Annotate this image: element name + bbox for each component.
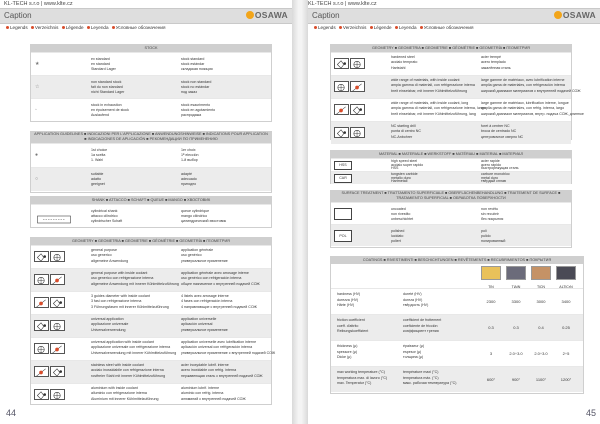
legend-bullet-icon — [62, 26, 65, 29]
coating-swatch-row — [331, 264, 583, 288]
coating-property-row: hardness (HV) durezza (HV) Härte (HV) dureté (HV) dureza (HV) твёрдость (HV) 2300 3300 3000 3400 — [331, 288, 583, 314]
legend-bullet-icon — [314, 26, 317, 29]
drill-geometry-icon — [334, 104, 349, 115]
drill-geometry-icon — [334, 58, 349, 69]
coating-name: TiCN — [536, 285, 546, 289]
osawa-logo: OSAWA — [554, 10, 596, 20]
coating-swatch — [481, 266, 501, 280]
geometry-row: stainless steel with inside coolant acciaio inossidabile con refrigerazione interna rostfreier Stahl mit innerer Kühlmittelzuführung acier inoxydable lubrif. interne acero inoxidable con refrig. interna нержавеющая сталь с внутренней подачей СОЖ — [31, 360, 271, 383]
geometry-header: GEOMETRY ■ GEOMETRIA ■ GEOMETRIE ■ GÉOMÉTRIE ■ GEOMETRÍA ■ ГЕОМЕТРИЯ — [331, 45, 571, 52]
legend-bullet-icon — [6, 26, 9, 29]
carbide-icon: CAR — [334, 174, 352, 183]
stock-standard-icon: ★ — [35, 61, 40, 67]
geometry-row: universal application with inside coolant applicazione universale con refrigerazione interna Universalverwendung mit innerer Kühlmittelzuführung application universelle avec lubrification interne aplicación universal con refrigeración interna универсальное применение с внутренней подачей СОЖ — [31, 337, 271, 360]
caption-title: Caption — [4, 11, 32, 20]
coolant-icon — [350, 81, 365, 92]
coating-swatch — [506, 266, 526, 280]
legend-bullet-icon — [339, 26, 342, 29]
legend-bullet-icon — [31, 26, 34, 29]
material-section — [330, 150, 572, 184]
geometry-rows — [31, 245, 276, 406]
surface-treatment-section — [330, 190, 572, 248]
suitable-icon: ○ — [35, 176, 39, 182]
geometry-row: hardened steel acciaio temprato Hartstahl acier trempé acero templado закалённая сталь — [331, 52, 571, 75]
coolant-icon — [350, 58, 365, 69]
material-row: HSS high speed steel acciaio super rapido HSS acier rapide acero rápido быстрорежущая сталь — [331, 158, 571, 171]
coating-column — [531, 266, 551, 289]
page-number: 44 — [6, 408, 17, 418]
coating-name: TiAlN — [511, 285, 521, 289]
coolant-icon — [50, 251, 65, 262]
coating-value: 1100° — [535, 377, 547, 382]
coating-value: 2300 — [486, 299, 496, 304]
logo-mark-icon — [246, 11, 254, 19]
coating-value: 2.0÷3.0 — [509, 351, 523, 356]
page-number: 45 — [585, 408, 596, 418]
geometry-row: wide range of materials, with inside coolant, long ampia gamma di materiali, con refrigerazione interna, lungo breit einsetzbar, mit innerer Kühlmittelzuführung, lang large gamme de matériaux, lubrification interne, longue amplia gama de materiales, con refrig. interna, largo широкий диапазон материалов, внутр. подача СОЖ, длинное — [331, 98, 571, 121]
geometry-rows — [331, 52, 584, 144]
drill-geometry-icon — [34, 389, 49, 400]
coating-value: 1200° — [560, 377, 572, 382]
shank-row: cylindrical shank attacco cilindrico cylindrischer Schaft queue cylindrique mango cilíndrico цилиндрический хвостовик — [31, 204, 271, 227]
coating-value: 0.4 — [538, 325, 544, 330]
shank-header: SHANK ■ ATTACCO ■ SCHAFT ■ QUEUE ■ MANGO ■ ХВОСТОВИК — [31, 197, 271, 204]
material-header: MATERIAL ■ MATERIALE ■ WERKSTOFF ■ MATÉRIAU ■ MATERIAL ■ МАТЕРИАЛ — [331, 151, 571, 158]
coating-property-row: friction coefficient coeff. d'attrito Reibungskoeffizient coefficient de frottement coeficiente de fricción коэффициент трения 0.3 0.3 0.4 0.25 — [331, 314, 583, 340]
caption-title: Caption — [312, 11, 340, 20]
coating-column — [556, 266, 576, 289]
coating-property-row: thickness (µ) spessore (µ) Dicke (µ) épaisseur (µ) espesor (µ) толщина (µ) 3 2.0÷3.0 2.0÷3.0 2÷5 — [331, 340, 583, 366]
coolant-icon — [50, 366, 65, 377]
first-choice-icon: ● — [35, 152, 39, 158]
legend-bullet-icon — [112, 26, 115, 29]
hss-icon: HSS — [334, 161, 352, 170]
surface-row: uncoated non rivestito unbeschichtet non revêtu sin recubrir без покрытия — [331, 202, 571, 224]
coating-value: 2.0÷3.0 — [534, 351, 548, 356]
coolant-icon — [50, 274, 65, 285]
geometry-row: wide range of materials, with inside coolant ampia gamma di materiali, con refrigerazione interna breit einsetzbar, mit innerer Kühlmittelzuführung large gamme de matériaux, avec lubrification interne amplia gama de materiales, con refrigeración interna широкий диапазон материалов с внутренней подачей СОЖ — [331, 75, 571, 98]
coating-value: 3000 — [536, 299, 546, 304]
application-section — [30, 131, 272, 193]
material-row: CAR tungsten carbide metallo duro Hartmetall carbure monobloc metal duro твёрдый сплав — [331, 171, 571, 184]
surface-row: POL polished lucidato poliert poli pulido полированный — [331, 224, 571, 246]
coolant-icon — [50, 297, 65, 308]
surface-treatment-header: SURFACE TREATMENT ■ TRATTAMENTO SUPERFICIALE ■ OBERFLÄCHENBEHANDLUNG ■ TRAITEMENT DE SURFACE ■ TRATAMIENTO SUPERFICIAL ■ ОБРАБОТКА ПОВЕРХНОСТИ — [331, 191, 571, 202]
stock-row: ★ ex standard en standard Standard Lager stock standard stock estándar складская позиция — [31, 52, 271, 75]
stock-header: STOCK — [31, 45, 271, 52]
coatings-header: COATINGS ■ RIVESTIMENTI ■ BESCHICHTUNGEN ■ REVÊTEMENTS ■ RECUBRIMIENTOS ■ ПОКРЫТИЯ — [331, 257, 583, 264]
legend-bullet-icon — [395, 26, 398, 29]
coating-value: 3 — [489, 351, 493, 356]
osawa-logo: OSAWA — [246, 10, 288, 20]
drill-geometry-icon — [34, 297, 49, 308]
coolant-icon — [350, 104, 365, 115]
application-header: APPLICATION GUIDELINES ■ INDICAZIONI PER L'APPLICAZIONE ■ ANWENDUNGSHINWEISE ■ INDICATIONS POUR APPLICATION ■ INDICACIONES DE APLICACIÓN ■ РЕКОМЕНДАЦИИ ПО ПРИМЕНЕНИЮ — [31, 132, 271, 143]
coating-name: TiN — [488, 285, 494, 289]
caption-bar — [308, 8, 600, 24]
right-page — [308, 0, 600, 424]
legend-bullet-icon — [87, 26, 90, 29]
coating-value: 900° — [511, 377, 521, 382]
legend-bullet-icon — [370, 26, 373, 29]
coating-value: 0.3 — [513, 325, 519, 330]
legend-languages: Legends Verzeichnis Légende Leyenda Условные обозначения — [4, 25, 165, 30]
stock-section — [30, 44, 272, 122]
coating-column — [506, 266, 526, 289]
geometry-row: universal application applicazione universale Universalverwendung application universelle aplicación universal универсальное применение — [31, 314, 271, 337]
stock-exhaustion-icon: ◦ — [35, 107, 37, 113]
drill-geometry-icon — [34, 320, 49, 331]
coating-property-row: max working temperature (°C) temperatura max. di lavoro (°C) max. Temperatur (°C) température maxi (°C) temperatura máx. (°C) макс. рабочая температура (°C) 600° 900° 1100° 1200° — [331, 366, 583, 392]
coating-value: 0.25 — [562, 325, 570, 330]
drill-geometry-icon — [34, 366, 49, 377]
caption-bar — [0, 8, 292, 24]
stock-row: ☆ non standard stock fait du non standard nicht Standard Lager stock non standard stock no estándar под заказ — [31, 75, 271, 98]
application-row: ● 1st choice 1a scelta 1. Wahl 1er choix 1ª elección 1-й выбор — [31, 143, 271, 167]
shank-section — [30, 196, 272, 228]
coatings-section — [330, 256, 584, 394]
geometry-section — [330, 44, 584, 140]
uncoated-icon — [334, 208, 352, 220]
geometry-row: general purpose with inside coolant uso generico con refrigerazione interna allgemeine Anwendung mit innerer Kühlmittelzuführung application générale avec arrosage interne uso genérico con refrigeración interna общее назначение с внутренней подачей СОЖ — [31, 268, 271, 291]
drill-geometry-icon — [34, 274, 49, 285]
geometry-row: aluminium with inside coolant alluminio con refrigerazione interna Aluminium mit innerer Kühlmittelzuführung aluminium lubrif. interne aluminio con refrig. interna алюминий с внутренней подачей СОЖ — [31, 383, 271, 406]
site-url[interactable]: KL-TECH s.r.o | www.klte.cz — [308, 1, 377, 7]
coolant-icon — [50, 343, 65, 354]
legend-bullet-icon — [420, 26, 423, 29]
coating-value: 600° — [486, 377, 496, 382]
coolant-icon — [350, 127, 365, 138]
polished-icon: POL — [334, 230, 352, 242]
coating-value: 2÷5 — [562, 351, 570, 356]
coolant-icon — [50, 389, 65, 400]
coolant-icon — [50, 320, 65, 331]
geometry-row: 3 guides diameter with inside coolant 3 fasi con refrigerazione interna 3 Führungsfasen mit innerer Kühlmittelzuführung 4 listels avec arrosage interne 4 fases con refrigeración interna 4 направляющие с внутренней подачей СОЖ — [31, 291, 271, 314]
site-url[interactable]: KL-TECH s.r.o | www.klte.cz — [4, 1, 73, 7]
geometry-header: GEOMETRY ■ GEOMETRIA ■ GEOMETRIE ■ GÉOMÉTRIE ■ GEOMETRÍA ■ ГЕОМЕТРИЯ — [31, 238, 271, 245]
coating-value: 3400 — [561, 299, 571, 304]
stock-row: ◦ stock in exhaustion en épuisement de stock Auslaufend stock esaurimento stock en agotamiento распродажа — [31, 98, 271, 121]
coating-value: 3300 — [511, 299, 521, 304]
left-page — [0, 0, 292, 424]
geometry-row: NC starting drill punta di centro NC NC-Anbohrer foret à centrer NC broca de centrado NC центровочное сверло NC — [331, 121, 571, 144]
coating-swatch — [531, 266, 551, 280]
coating-value: 0.3 — [488, 325, 494, 330]
drill-geometry-icon — [334, 127, 349, 138]
coating-name: ALTiCrN — [559, 285, 573, 289]
coating-column — [481, 266, 501, 289]
legend-languages: Legends Verzeichnis Légende Leyenda Условные обозначения — [312, 25, 473, 30]
logo-mark-icon — [554, 11, 562, 19]
book-gutter — [292, 0, 308, 424]
cylindrical-shank-icon — [37, 211, 71, 229]
drill-geometry-icon — [34, 343, 49, 354]
stock-nonstandard-icon: ☆ — [35, 84, 40, 90]
geometry-section — [30, 237, 276, 405]
coating-rows — [331, 288, 583, 392]
geometry-row: general purpose uso generico allgemeine Anwendung application générale uso genérico универсальное применение — [31, 245, 271, 268]
drill-geometry-icon — [334, 81, 349, 92]
drill-geometry-icon — [34, 251, 49, 262]
application-row: ○ suitable adatto geeignet adapté adecuado пригодно — [31, 167, 271, 191]
coating-swatch — [556, 266, 576, 280]
